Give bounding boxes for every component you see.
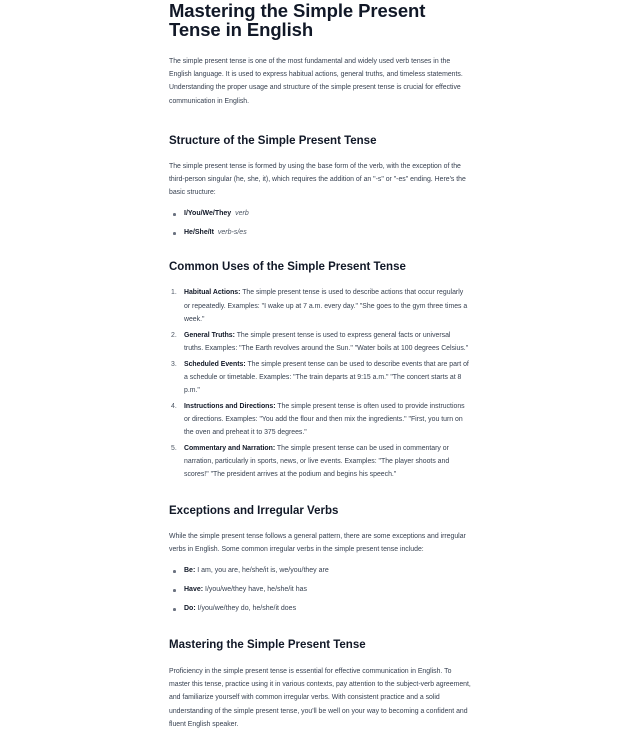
list-item: [169, 442, 471, 482]
list-item: [169, 286, 471, 326]
irregular-forms: I/you/we/they have, he/she/it has: [203, 586, 307, 594]
use-text: The simple present tense can be used in commentary or narration, particularly in sports, news, or live events. Examples: "The player shoots and scores!" "The president arrives at the podium and begins his speech.": [184, 445, 450, 479]
list-item: [169, 400, 471, 440]
exceptions-paragraph: While the simple present tense follows a general pattern, there are some exceptions and irregular verbs in English. Some common irregular verbs in the simple present tense include:: [169, 532, 466, 553]
list-number: 4.: [171, 402, 177, 410]
use-text: The simple present tense is often used to provide instructions or directions. Examples: "You add the flour and then mix the ingredients." "First, you turn on the oven and preheat it to 375 degrees.": [184, 402, 465, 437]
exceptions-heading: Exceptions and Irregular Verbs: [169, 504, 339, 517]
structure-subject: I/You/We/They: [184, 210, 232, 218]
article: [169, 0, 471, 731]
irregular-verb: Do:: [184, 605, 196, 613]
list-number: 2.: [171, 331, 177, 339]
use-term: Habitual Actions:: [184, 289, 241, 297]
list-number: 5.: [171, 445, 177, 453]
uses-list: [169, 286, 471, 481]
list-item: [169, 604, 471, 614]
use-term: Instructions and Directions:: [184, 402, 276, 410]
list-item: [169, 358, 471, 398]
list-item: [169, 585, 471, 595]
use-term: Commentary and Narration:: [184, 445, 276, 453]
structure-heading: Structure of the Simple Present Tense: [169, 134, 377, 147]
structure-paragraph: The simple present tense is formed by using the base form of the verb, with the exception of the third-person singular (he, she, it), which requires the addition of an "-s" or "-es" ending. Here's the basic structure:: [169, 162, 466, 197]
irregular-forms: I am, you are, he/she/it is, we/you/they are: [195, 567, 329, 575]
list-item: [169, 329, 471, 355]
list-item: [169, 228, 471, 238]
use-term: General Truths:: [184, 331, 235, 339]
structure-form: verb: [235, 210, 249, 218]
use-text: The simple present tense is used to describe actions that occur regularly or repeatedly. Examples: "I wake up at 7 a.m. every day." "She goes to the gym three times a week.": [184, 289, 468, 323]
list-number: 1.: [171, 289, 177, 297]
mastering-heading: Mastering the Simple Present Tense: [169, 639, 366, 652]
list-number: 3.: [171, 360, 177, 368]
structure-list: [169, 209, 471, 238]
use-text: The simple present tense can be used to describe events that are part of a schedule or timetable. Examples: "The train departs at 9:15 a.m." "The concert starts at 8 p.m.": [184, 360, 469, 395]
irregular-verbs-list: [169, 566, 471, 614]
use-text: The simple present tense is used to express general facts or universal truths. Examples: "The Earth revolves around the Sun." "Water boils at 100 degrees Celsius.": [184, 331, 469, 352]
irregular-verb: Be:: [184, 567, 196, 575]
structure-form: verb-s/es: [217, 229, 247, 237]
uses-heading: Common Uses of the Simple Present Tense: [169, 261, 406, 274]
list-item: [169, 209, 471, 219]
structure-subject: He/She/It: [184, 229, 214, 237]
intro-paragraph: The simple present tense is one of the most fundamental and widely used verb tenses in the English language. It is used to express habitual actions, general truths, and timeless statements. Understanding the proper usage and structure of the simple present tense is crucial for effective communication in English.: [169, 58, 463, 105]
mastering-paragraph: Proficiency in the simple present tense is essential for effective communication in English. To master this tense, practice using it in various contexts, pay attention to the subject-verb agreement, and familiarize yourself with common irregular verbs. With consistent practice and a solid understanding of the simple present tense, you'll be well on your way to becoming a confident and fluent English speaker.: [169, 668, 471, 728]
irregular-verb: Have:: [184, 586, 204, 594]
use-term: Scheduled Events:: [184, 360, 246, 368]
list-item: [169, 566, 471, 576]
irregular-forms: I/you/we/they do, he/she/it does: [195, 605, 297, 613]
page-title: Mastering the Simple Present Tense in English: [169, 0, 426, 40]
